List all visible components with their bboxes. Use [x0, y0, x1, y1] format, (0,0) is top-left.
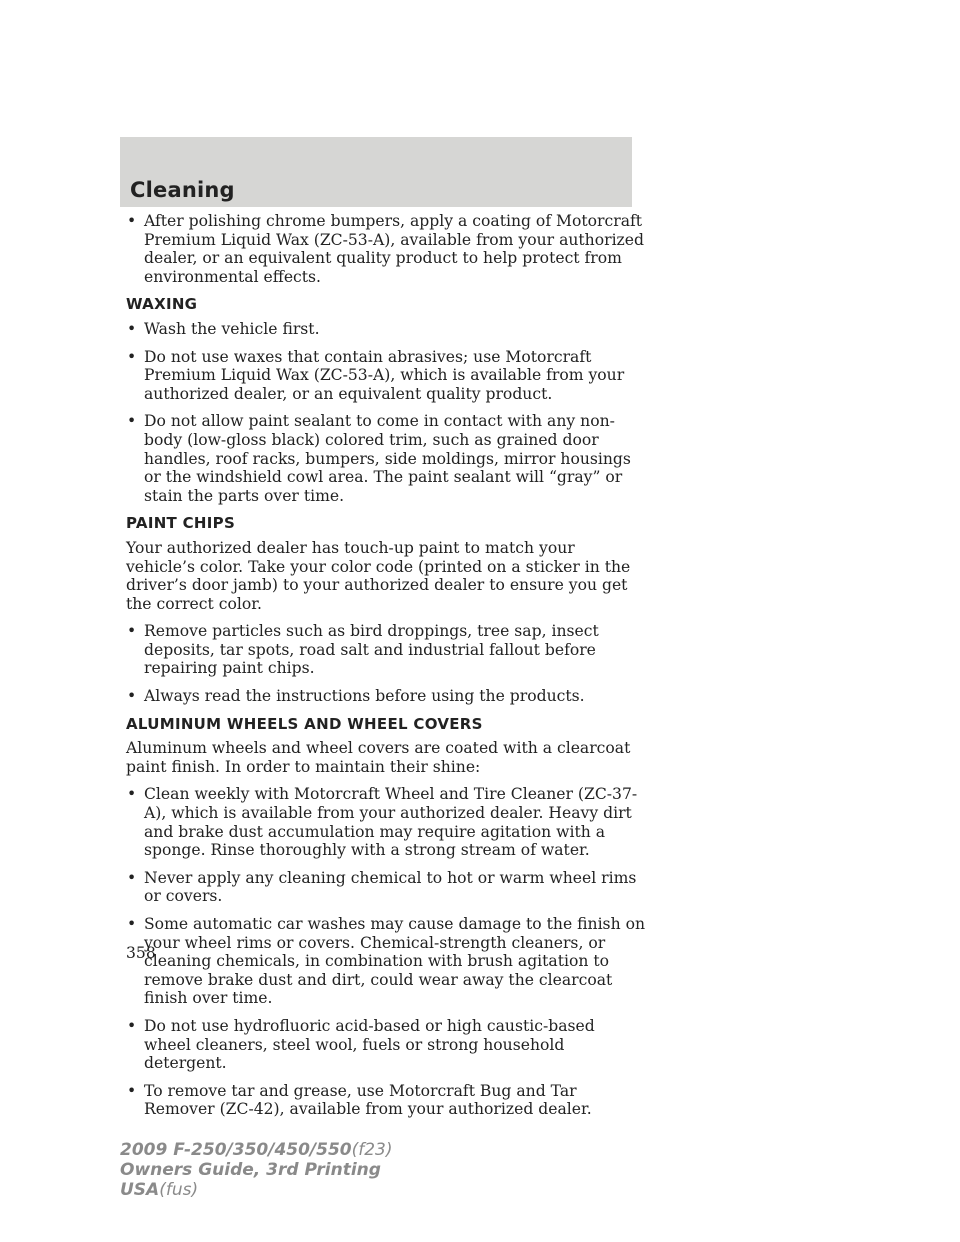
list-item — [126, 320, 646, 339]
footer-model-code: (f23) — [351, 1140, 393, 1160]
bullet-glyph: • — [127, 347, 137, 366]
list-item — [126, 412, 646, 505]
footer-model-name: 2009 F-250/350/450/550 — [120, 1140, 352, 1160]
list-item-text: Do not use hydrofluoric acid-based or high caustic-based wheel cleaners, steel wool, fuels or strong household detergent. — [144, 1016, 595, 1073]
paragraph-aluminum-wheels: Aluminum wheels and wheel covers are coated with a clearcoat paint finish. In order to maintain their shine: — [126, 739, 631, 776]
document-footer — [120, 1140, 393, 1200]
list-item-text: To remove tar and grease, use Motorcraft Bug and Tar Remover (ZC-42), available from your authorized dealer. — [144, 1081, 592, 1119]
bullet-glyph: • — [127, 319, 137, 338]
section-title: Cleaning — [130, 178, 235, 202]
bullet-glyph: • — [127, 868, 137, 887]
footer-line-guide: Owners Guide, 3rd Printing — [120, 1160, 381, 1180]
list-item — [126, 869, 646, 906]
bullet-glyph: • — [127, 785, 137, 804]
footer-region-code: (fus) — [159, 1180, 199, 1200]
bullet-glyph: • — [127, 1016, 137, 1035]
bullet-glyph: • — [127, 212, 137, 230]
list-item-text: Always read the instructions before using the products. — [144, 687, 585, 706]
footer-region-name: USA — [120, 1180, 160, 1200]
list-item — [126, 212, 646, 286]
list-item — [126, 348, 646, 404]
heading-aluminum-wheels: ALUMINUM WHEELS AND WHEEL COVERS — [126, 714, 483, 733]
list-item — [126, 687, 646, 706]
list-item — [126, 915, 646, 1008]
list-item-text: Some automatic car washes may cause damage to the finish on your wheel rims or covers. Chemical-strength cleaners, or cleaning chemicals, in combination with brush agitation to remove brake dust and dirt, could wear away the clearcoat finish over time. — [144, 915, 645, 1008]
list-item-text: Remove particles such as bird droppings, tree sap, insect deposits, tar spots, road salt and industrial fallout before repairing paint chips. — [144, 622, 599, 678]
page-content — [126, 212, 646, 1128]
page-number: 358 — [126, 944, 156, 962]
list-item-text: Do not allow paint sealant to come in contact with any non-body (low-gloss black) colored trim, such as grained door handles, roof racks, bumpers, side moldings, mirror housings or the windshield cowl area. The paint sealant will “gray” or stain the parts over time. — [144, 412, 631, 505]
list-item-text: Do not use waxes that contain abrasives; use Motorcraft Premium Liquid Wax (ZC-53-A), which is available from your authorized dealer, or an equivalent quality product. — [144, 347, 625, 403]
list-item — [126, 622, 646, 678]
list-item-text: After polishing chrome bumpers, apply a coating of Motorcraft Premium Liquid Wax (ZC-53-A), available from your authorized dealer, or an equivalent quality product to help protect from environmental effects. — [144, 212, 644, 286]
bullet-glyph: • — [127, 915, 137, 933]
list-item-text: Clean weekly with Motorcraft Wheel and Tire Cleaner (ZC-37-A), which is available from your authorized dealer. Heavy dirt and brake dust accumulation may require agitation with a sponge. Rinse thoroughly with a strong stream of water. — [144, 785, 638, 860]
bullet-glyph: • — [127, 1081, 137, 1100]
bullet-glyph: • — [127, 622, 137, 641]
heading-paint-chips: PAINT CHIPS — [126, 514, 236, 533]
list-item — [126, 1082, 646, 1119]
list-item — [126, 785, 646, 859]
section-header-band — [120, 137, 632, 207]
bullet-glyph: • — [127, 687, 137, 706]
list-item-text: Wash the vehicle first. — [144, 319, 320, 338]
footer-line-model — [120, 1140, 393, 1160]
footer-line-region — [120, 1180, 393, 1200]
heading-waxing: WAXING — [126, 295, 198, 314]
list-item-text: Never apply any cleaning chemical to hot or warm wheel rims or covers. — [144, 868, 637, 906]
list-item — [126, 1017, 646, 1073]
bullet-glyph: • — [127, 412, 137, 431]
paragraph-paint-chips: Your authorized dealer has touch-up paint to match your vehicle’s color. Take your color code (printed on a sticker in the driver’s door jamb) to your authorized dealer to ensure you get the correct color. — [126, 538, 631, 613]
